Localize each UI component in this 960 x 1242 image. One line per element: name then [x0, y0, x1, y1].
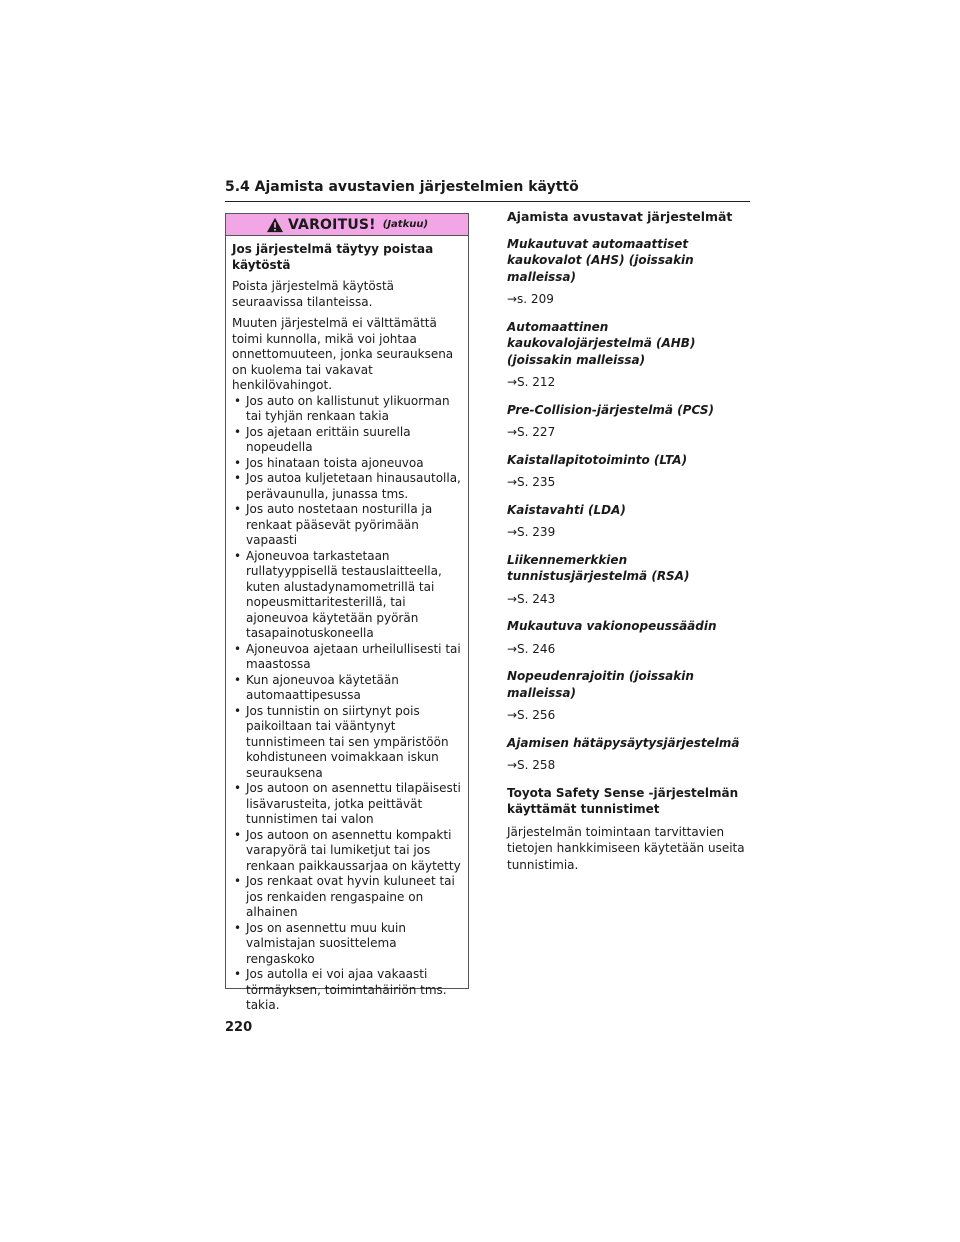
sensors-heading: Toyota Safety Sense -järjestelmän käyttämät tunnistimet	[507, 785, 739, 816]
page-reference-link[interactable]: →S. 235	[507, 475, 556, 489]
system-title: Kaistallapitotoiminto (LTA)	[507, 452, 688, 467]
warning-list-item: • Ajoneuvoa ajetaan urheilullisesti tai maastossa	[232, 642, 461, 673]
page-reference-link[interactable]: →S. 258	[507, 758, 556, 772]
page-reference-link[interactable]: →S. 239	[507, 525, 556, 539]
warning-list-item: • Kun ajoneuvoa käytetään automaattipesussa	[232, 673, 461, 704]
system-title: Liikennemerkkien tunnistusjärjestelmä (RSA)	[507, 552, 690, 583]
warning-paragraph: Poista järjestelmä käytöstä seuraavissa tilanteissa.	[232, 279, 395, 309]
page-reference-link[interactable]: →S. 212	[507, 375, 556, 389]
warning-list-item: • Ajoneuvoa tarkastetaan rullatyyppisellä testauslaitteella, kuten alustadynamometrillä tai nopeusmittaritesterillä, tai ajoneuvoa käytetään pyörän tasapainotuskoneella	[232, 549, 461, 642]
system-title: Ajamisen hätäpysäytysjärjestelmä	[507, 735, 740, 750]
page-reference-link[interactable]: →s. 209	[507, 292, 554, 306]
warning-heading: Jos järjestelmä täytyy poistaa käytöstä	[232, 242, 434, 272]
warning-continued: (Jatkuu)	[382, 219, 429, 230]
page-number: 220	[225, 1020, 253, 1035]
system-title: Nopeudenrajoitin (joissakin malleissa)	[507, 669, 694, 700]
warning-paragraph: Muuten järjestelmä ei välttämättä toimi kunnolla, mikä voi johtaa onnettomuuteen, jonka seurauksena on kuolema tai vakavat henkilövahingot.	[232, 316, 454, 392]
system-title: Mukautuva vakionopeussäädin	[507, 619, 717, 633]
warning-list-item: • Jos autolla ei voi ajaa vakaasti törmäyksen, toimintahäiriön tms. takia.	[232, 967, 461, 1014]
system-title: Mukautuvat automaattiset kaukovalot (AHS) (joissakin malleissa)	[507, 236, 694, 284]
warning-triangle-icon	[266, 217, 284, 233]
system-title: Pre-Collision-järjestelmä (PCS)	[507, 402, 714, 417]
section-header: 5.4 Ajamista avustavien järjestelmien käyttö	[225, 179, 750, 202]
section-title: Ajamista avustavat järjestelmät	[507, 209, 733, 224]
page-reference-link[interactable]: →S. 256	[507, 708, 556, 722]
warning-list-item: • Jos auto on kallistunut ylikuorman tai tyhjän renkaan takia	[232, 394, 461, 425]
warning-list-item: • Jos renkaat ovat hyvin kuluneet tai jos renkaiden rengaspaine on alhainen	[232, 874, 461, 921]
page-reference-link[interactable]: →S. 227	[507, 425, 556, 439]
warning-list-item: • Jos autoon on asennettu tilapäisesti lisävarusteita, jotka peittävät tunnistimen tai valon	[232, 781, 461, 828]
page-reference-link[interactable]: →S. 243	[507, 591, 556, 606]
warning-list-item: • Jos on asennettu muu kuin valmistajan suosittelema rengaskoko	[232, 921, 461, 968]
sensors-paragraph: Järjestelmän toimintaan tarvittavien tietojen hankkimiseen käytetään useita tunnistimia.	[507, 824, 745, 872]
warning-list-item: • Jos ajetaan erittäin suurella nopeudella	[232, 425, 461, 456]
right-column	[507, 209, 750, 873]
warning-list-item: • Jos auto nostetaan nosturilla ja renkaat pääsevät pyörimään vapaasti	[232, 502, 461, 549]
system-title: Automaattinen kaukovalojärjestelmä (AHB) (joissakin malleissa)	[507, 319, 696, 367]
warning-header	[226, 214, 468, 236]
warning-box	[225, 213, 469, 1012]
warning-list-item: • Jos tunnistin on siirtynyt pois paikoiltaan tai vääntynyt tunnistimeen tai sen ympäristöön kohdistuneen voimakkaan iskun seurauksena	[232, 704, 461, 782]
warning-body	[226, 236, 468, 1014]
warning-list-item: • Jos hinataan toista ajoneuvoa	[232, 456, 461, 472]
warning-list-item: • Jos autoa kuljetetaan hinausautolla, perävaunulla, junassa tms.	[232, 471, 461, 502]
system-list	[507, 236, 750, 774]
warning-list-item: • Jos autoon on asennettu kompakti varapyörä tai lumiketjut tai jos renkaan paikkaussarjaa on käytetty	[232, 828, 461, 875]
system-title: Kaistavahti (LDA)	[507, 502, 626, 517]
warning-list	[232, 394, 461, 1014]
warning-title: VAROITUS!	[287, 216, 376, 233]
page-reference-link[interactable]: →S. 246	[507, 641, 556, 656]
